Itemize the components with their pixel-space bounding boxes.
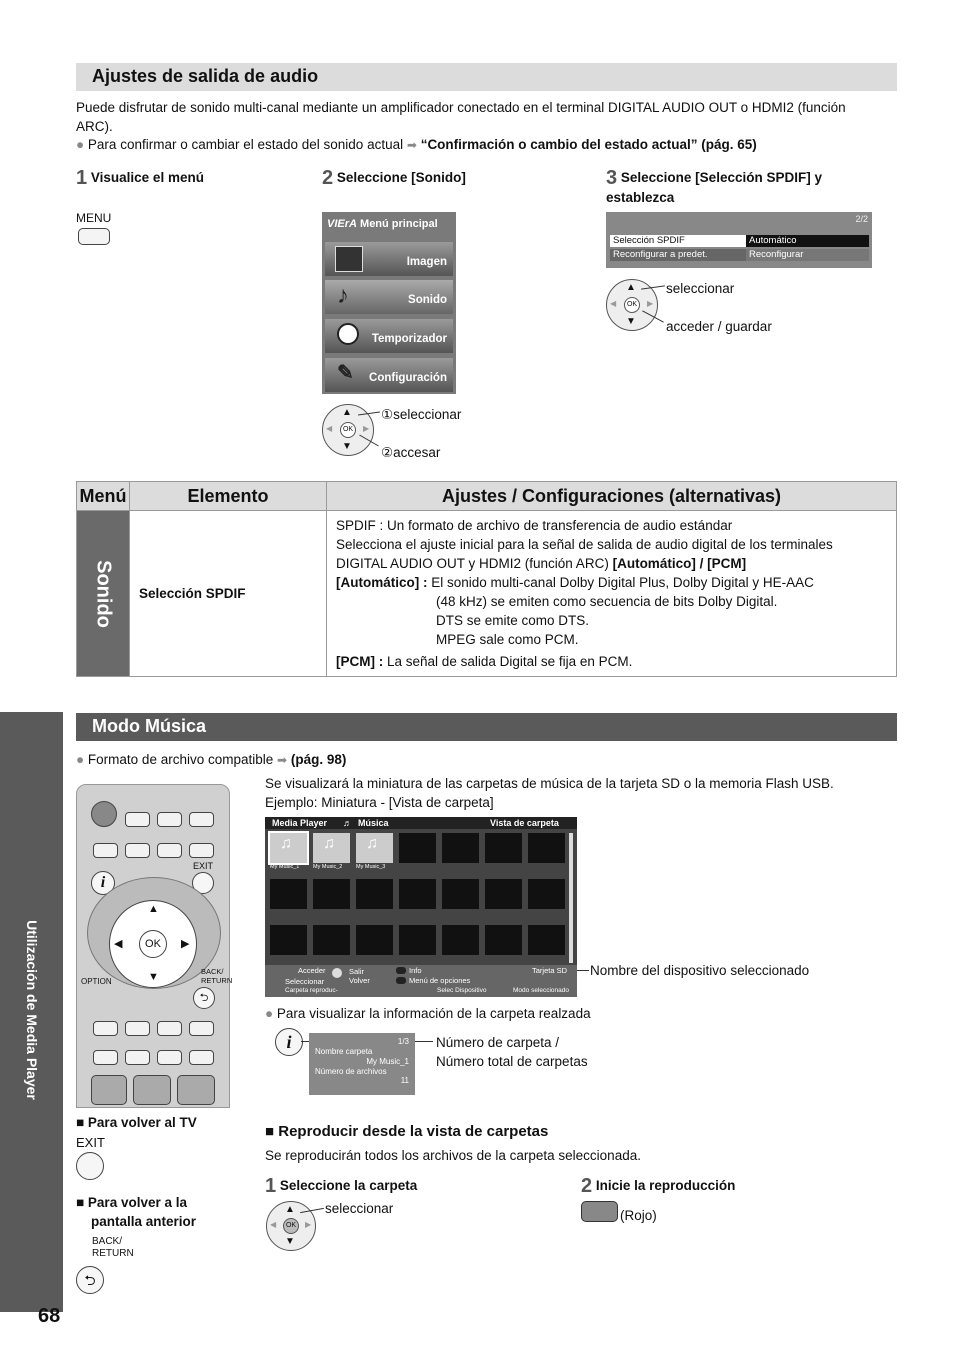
setting-line: Selecciona el ajuste inicial para la señal de salida de audio digital de los terminales (336, 537, 833, 552)
ok-icon: OK (624, 297, 640, 313)
info-icon (396, 967, 406, 974)
menu-button[interactable] (78, 228, 110, 245)
play-heading: ■ Reproducir desde la vista de carpetas (265, 1123, 549, 1140)
folder-thumbnail[interactable] (356, 833, 393, 870)
media-player-screen (265, 817, 577, 997)
music-note-icon: ♬ (343, 818, 352, 828)
remote-button[interactable] (157, 843, 182, 858)
remote-button[interactable] (177, 1075, 215, 1105)
empty-folder-slot[interactable] (442, 925, 479, 955)
info-icon[interactable]: i (91, 871, 115, 895)
page-indicator: 2/2 (855, 214, 868, 224)
empty-folder-slot[interactable] (528, 879, 565, 909)
menu-cell (77, 511, 130, 677)
down-arrow-icon: ▼ (342, 441, 352, 452)
ok-icon: OK (283, 1218, 299, 1234)
left-arrow-icon: ◀ (270, 1220, 277, 1229)
play-desc: Se reproducirán todos los archivos de la carpeta seleccionada. (265, 1148, 641, 1163)
empty-folder-slot[interactable] (485, 833, 522, 863)
main-menu-screen (322, 212, 456, 394)
screen-footer: Acceder Seleccionar Salir Volver Info Menú de opciones Tarjeta SD Carpeta reproduc- Selec Dispositivo Modo seleccionado (265, 965, 577, 997)
up-arrow-icon: ▲ (285, 1204, 295, 1215)
main-menu-title: VIErA Menú principal (327, 218, 438, 230)
return-icon[interactable]: ⮌ (193, 987, 215, 1009)
remote-button[interactable] (133, 1075, 171, 1105)
remote-button[interactable] (157, 812, 182, 827)
empty-folder-slot[interactable] (356, 879, 393, 909)
arrow-icon: ➡ (277, 753, 288, 767)
col-header-item: Elemento (130, 482, 327, 511)
return-button[interactable]: ⮌ (76, 1266, 104, 1294)
auto-line: DTS se emite como DTS. (436, 613, 590, 628)
right-arrow-icon: ▶ (305, 1220, 312, 1229)
music-folder-icon: ♫ (366, 835, 378, 852)
setting-line: SPDIF : Un formato de archivo de transferencia de audio estándar (336, 518, 733, 533)
scrollbar[interactable] (569, 833, 573, 963)
access-label: ②accesar (381, 445, 441, 460)
play-step2-heading: 2 Inicie la reproducción (581, 1175, 736, 1197)
col-header-menu: Menú (77, 482, 130, 511)
left-arrow-icon: ◀ (610, 299, 617, 308)
spdif-row-value[interactable]: Automático (746, 235, 869, 247)
remote-button[interactable] (93, 1021, 118, 1036)
reset-row-label[interactable]: Reconfigurar a predet. (610, 249, 746, 261)
up-arrow-icon: ▲ (148, 903, 159, 915)
empty-folder-slot[interactable] (270, 925, 307, 955)
exit-label: EXIT (193, 861, 214, 871)
return-prev-heading: ■ Para volver a la pantalla anterior (76, 1195, 197, 1229)
bullet-dot-icon: ● (76, 137, 85, 152)
audio-bullet (76, 135, 896, 155)
left-arrow-icon: ◀ (114, 938, 123, 950)
auto-line: (48 kHz) se emiten como secuencia de bits Dolby Digital. (436, 594, 778, 609)
ok-button[interactable]: OK (139, 930, 167, 958)
power-button[interactable] (91, 801, 117, 827)
exit-button[interactable] (76, 1152, 104, 1180)
select-label: seleccionar (325, 1201, 394, 1216)
callout-line (415, 1041, 433, 1042)
folder-label: My Music_3 (356, 864, 386, 870)
item-cell: Selección SPDIF (130, 511, 327, 677)
music-folder-icon: ♫ (280, 835, 292, 852)
empty-folder-slot[interactable] (270, 879, 307, 909)
step1-heading: 1 Visualice el menú (76, 167, 204, 189)
back-label: BACK/ RETURN (201, 967, 233, 985)
empty-folder-slot[interactable] (442, 833, 479, 863)
remote-button[interactable] (157, 1021, 182, 1036)
audio-intro: Puede disfrutar de sonido multi-canal mediante un amplificador conectado en el terminal DIGITAL AUDIO OUT o HDMI2 (función ARC). (76, 100, 846, 134)
red-button-label: (Rojo) (620, 1208, 657, 1223)
spdif-screen (606, 212, 872, 268)
empty-folder-slot[interactable] (399, 925, 436, 955)
select-label: seleccionar (666, 281, 735, 296)
col-header-settings: Ajustes / Configuraciones (alternativas) (327, 482, 897, 511)
page-number: 68 (38, 1305, 61, 1327)
dpad-icon[interactable] (109, 900, 197, 988)
remote-button[interactable] (93, 1050, 118, 1065)
bullet-ref: “Confirmación o cambio del estado actual” (pág. 65) (420, 137, 757, 152)
remote-control (76, 784, 233, 1108)
info-bullet: ● Para visualizar la información de la carpeta realzada (265, 1006, 591, 1021)
reset-row-value[interactable]: Reconfigurar (746, 249, 869, 261)
format-bullet: ● Formato de archivo compatible ➡ (pág. 98) (76, 752, 347, 767)
remote-button[interactable] (189, 1021, 214, 1036)
bullet-dot-icon: ● (265, 1006, 274, 1021)
remote-button[interactable] (125, 843, 150, 858)
remote-button[interactable] (189, 843, 214, 858)
clock-icon (337, 323, 359, 345)
spdif-row-label[interactable]: Selección SPDIF (610, 235, 746, 247)
remote-button[interactable] (157, 1050, 182, 1065)
music-desc: Se visualizará la miniatura de las carpetas de música de la tarjeta SD o la memoria Flash USB. (265, 776, 834, 791)
square-bullet-icon: ■ (76, 1115, 85, 1130)
red-button[interactable] (581, 1201, 618, 1222)
step3-heading: 3 Seleccione [Selección SPDIF] y establezca (606, 167, 822, 205)
option-label: OPTION (81, 977, 112, 986)
device-callout: Nombre del dispositivo seleccionado (590, 963, 810, 978)
arrow-icon: ➡ (406, 138, 417, 152)
remote-button[interactable] (189, 1050, 214, 1065)
empty-folder-slot[interactable] (313, 879, 350, 909)
bullet-text: Para confirmar o cambiar el estado del sonido actual (87, 137, 404, 152)
dpad-icon (266, 1201, 316, 1251)
menu-item-sonido[interactable]: ♪ Sonido (325, 280, 453, 314)
exit-label: EXIT (76, 1135, 105, 1150)
folder-label: My Music_1 (270, 864, 300, 870)
play-step1-heading: 1 Seleccione la carpeta (265, 1175, 418, 1197)
folder-label: My Music_2 (313, 864, 343, 870)
remote-button[interactable] (125, 1050, 150, 1065)
menu-item-temporizador[interactable]: Temporizador (325, 319, 453, 353)
settings-cell (327, 511, 897, 677)
option-icon (396, 977, 406, 984)
right-arrow-icon: ▶ (647, 299, 654, 308)
back-return-label: BACK/ RETURN (92, 1236, 134, 1259)
save-label: acceder / guardar (666, 319, 772, 334)
empty-folder-slot[interactable] (313, 925, 350, 955)
empty-folder-slot[interactable] (399, 833, 436, 863)
setting-line: DIGITAL AUDIO OUT y HDMI2 (función ARC) [Automático] / [PCM] (336, 556, 747, 571)
menu-label: MENU (76, 211, 112, 225)
empty-folder-slot[interactable] (442, 879, 479, 909)
music-example: Ejemplo: Miniatura - [Vista de carpeta] (265, 795, 494, 810)
callout-line (577, 970, 589, 971)
dpad-icon (322, 404, 374, 456)
down-arrow-icon: ▼ (626, 316, 636, 327)
folder-info-box: 1/3 Nombre carpeta My Music_1 Número de archivos 11 (309, 1033, 415, 1095)
remote-button[interactable] (93, 843, 118, 858)
remote-button[interactable] (189, 812, 214, 827)
section-title-music: Modo Música (76, 713, 897, 741)
empty-folder-slot[interactable] (528, 833, 565, 863)
empty-folder-slot[interactable] (399, 879, 436, 909)
menu-sonido: Sonido (92, 559, 115, 628)
music-note-icon: ♪ (337, 282, 349, 309)
picture-icon (335, 246, 363, 272)
return-tv-heading: ■ Para volver al TV (76, 1115, 197, 1130)
right-arrow-icon: ▶ (363, 424, 370, 433)
settings-table (76, 481, 897, 677)
empty-folder-slot[interactable] (356, 925, 393, 955)
remote-button[interactable] (91, 1075, 127, 1105)
folder-thumbnail[interactable] (270, 833, 307, 870)
section-title-audio: Ajustes de salida de audio (76, 63, 897, 91)
right-arrow-icon: ▶ (181, 938, 190, 950)
bullet-dot-icon: ● (76, 752, 85, 767)
empty-folder-slot[interactable] (485, 879, 522, 909)
screen-header: Media Player ♬ Música Vista de carpeta (265, 817, 577, 829)
square-bullet-icon: ■ (76, 1195, 85, 1210)
ok-icon (332, 968, 342, 978)
menu-item-imagen[interactable]: Imagen (325, 242, 453, 276)
folder-thumbnail[interactable] (313, 833, 350, 870)
left-arrow-icon: ◀ (326, 424, 333, 433)
empty-folder-slot[interactable] (528, 925, 565, 955)
down-arrow-icon: ▼ (148, 971, 159, 983)
side-tab-label: Utilización de Media Player (24, 920, 40, 1100)
info-icon: i (275, 1028, 303, 1056)
remote-button[interactable] (125, 812, 150, 827)
info-callout-1: Número de carpeta / (436, 1035, 560, 1050)
up-arrow-icon: ▲ (626, 282, 636, 293)
select-label: ①seleccionar (381, 407, 462, 422)
wrench-icon: ✎ (337, 362, 354, 384)
step2-heading: 2 Seleccione [Sonido] (322, 167, 466, 189)
menu-item-configuracion[interactable]: ✎ Configuración (325, 358, 453, 392)
up-arrow-icon: ▲ (342, 407, 352, 418)
music-folder-icon: ♫ (323, 835, 335, 852)
callout-line (301, 1041, 309, 1042)
remote-button[interactable] (125, 1021, 150, 1036)
square-bullet-icon: ■ (265, 1123, 275, 1140)
down-arrow-icon: ▼ (285, 1236, 295, 1247)
auto-option: [Automático] : El sonido multi-canal Dolby Digital Plus, Dolby Digital y HE-AAC (336, 575, 814, 590)
auto-line: MPEG sale como PCM. (436, 632, 579, 647)
ok-icon: OK (340, 422, 356, 438)
info-callout-2: Número total de carpetas (436, 1054, 588, 1069)
pcm-option: [PCM] : La señal de salida Digital se fija en PCM. (336, 654, 633, 669)
empty-folder-slot[interactable] (485, 925, 522, 955)
